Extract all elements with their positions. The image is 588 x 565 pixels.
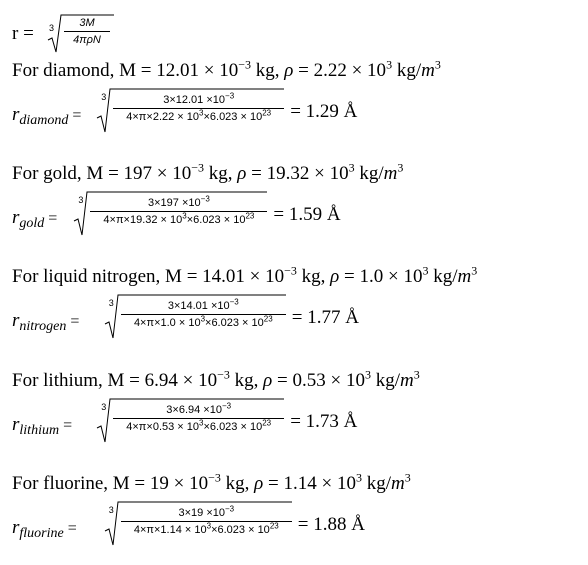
root-index: 3: [49, 23, 55, 33]
unit-m-exponent: 3: [413, 367, 420, 382]
numerator-text: 3×197 ×10: [148, 197, 201, 209]
numerator-text: 3×12.01 ×10: [163, 94, 226, 106]
radius-fraction: [90, 194, 267, 226]
rho-symbol: ρ: [263, 370, 273, 391]
radius-equation: [12, 191, 472, 237]
fraction-bar: [90, 211, 267, 212]
denominator-text: 4×π×19.32 × 10: [103, 214, 183, 226]
unit-kg: kg,: [251, 60, 285, 81]
fraction-denominator: [113, 418, 284, 433]
radius-result: = 1.77 Å: [291, 307, 359, 328]
radius-subscript: gold: [19, 216, 45, 231]
unit-m: m: [400, 370, 414, 391]
numerator-text: 3×19 ×10: [178, 507, 225, 519]
rho-symbol: ρ: [254, 473, 264, 494]
r-letter: r: [12, 310, 20, 331]
unit-m-exponent: 3: [404, 470, 411, 485]
fraction-denominator: [90, 211, 267, 226]
density-exponent: 3: [348, 160, 355, 175]
formula-fraction: [64, 17, 110, 46]
radius-symbol: [12, 414, 72, 439]
numerator-text: 3×14.01 ×10: [167, 300, 230, 312]
denominator-exponent: 3: [199, 108, 204, 118]
radius-symbol: [12, 310, 79, 335]
density-value: = 2.22 × 10: [293, 60, 387, 81]
radius-result: = 1.73 Å: [290, 411, 358, 432]
equals-sign: =: [66, 313, 80, 330]
density-exponent: 3: [422, 263, 429, 278]
r-letter: r: [12, 207, 20, 228]
density-value: = 0.53 × 10: [272, 370, 365, 391]
radius-fraction: [121, 297, 286, 329]
fraction-numerator: [113, 91, 284, 106]
numerator-exponent: −3: [224, 504, 235, 514]
density-unit: kg/: [370, 370, 400, 391]
numerator-exponent: −3: [229, 297, 239, 307]
density-exponent: 3: [355, 470, 362, 485]
fraction-numerator: [121, 504, 292, 519]
unit-m-exponent: 3: [471, 263, 478, 278]
fraction-numerator: [90, 194, 267, 209]
formula-numerator: 3M: [79, 17, 95, 29]
fraction-denominator: [121, 521, 292, 536]
fraction-numerator: [121, 297, 286, 312]
denominator-text: 4×π×2.22 × 10: [126, 111, 200, 123]
denominator-exponent: 23: [262, 108, 272, 118]
root-index: 3: [108, 298, 114, 308]
radius-fraction: [113, 401, 284, 433]
density-unit: kg/: [428, 266, 458, 287]
mass-exponent: −3: [217, 367, 230, 382]
density-unit: kg/: [361, 473, 391, 494]
header-label: For liquid nitrogen, M = 14.01 × 10: [12, 266, 285, 287]
header-label: For fluorine, M = 19 × 10: [12, 473, 209, 494]
r-letter: r: [12, 414, 20, 435]
density-exponent: 3: [386, 57, 393, 72]
material-header: [12, 367, 420, 392]
material-header: [12, 263, 478, 288]
radius-fraction: [121, 504, 292, 536]
radius-result: = 1.29 Å: [290, 101, 358, 122]
radius-equation: [12, 294, 472, 340]
denominator-middle: ×6.023 × 10: [203, 421, 263, 433]
unit-m: m: [457, 266, 472, 287]
root-index: 3: [78, 195, 84, 205]
equals-sign: =: [59, 417, 73, 434]
r-letter: r: [12, 104, 20, 125]
density-value: = 1.14 × 10: [263, 473, 356, 494]
mass-exponent: −3: [284, 263, 297, 278]
mass-exponent: −3: [238, 57, 251, 72]
equals-sign: =: [44, 210, 58, 227]
equals-sign: =: [68, 107, 82, 124]
numerator-exponent: −3: [225, 91, 235, 101]
header-label: For gold, M = 197 × 10: [12, 163, 192, 184]
denominator-middle: ×6.023 × 10: [211, 524, 270, 536]
mass-exponent: −3: [191, 160, 205, 175]
denominator-text: 4×π×1.14 × 10: [133, 524, 207, 536]
rho-symbol: ρ: [237, 163, 247, 184]
unit-m-exponent: 3: [434, 57, 441, 72]
material-header: [12, 470, 411, 495]
denominator-exponent: 23: [263, 314, 273, 324]
mass-exponent: −3: [208, 470, 221, 485]
density-value: = 1.0 × 10: [339, 266, 423, 287]
formula-lhs: r =: [12, 23, 34, 44]
fraction-denominator: [121, 314, 286, 329]
radius-result: = 1.88 Å: [297, 514, 365, 535]
general-formula: [12, 14, 132, 54]
numerator-text: 3×6.94 ×10: [166, 404, 222, 416]
r-letter: r: [12, 517, 20, 538]
denominator-middle: ×6.023 × 10: [205, 317, 264, 329]
material-header: [12, 57, 441, 82]
radius-equation: [12, 501, 472, 547]
denominator-exponent: 23: [245, 211, 255, 221]
unit-m: m: [421, 60, 435, 81]
radius-fraction: [113, 91, 284, 123]
unit-m-exponent: 3: [397, 160, 404, 175]
radius-symbol: [12, 517, 77, 542]
equals-sign: =: [63, 520, 77, 537]
radius-subscript: fluorine: [19, 526, 64, 541]
unit-m: m: [383, 163, 398, 184]
denominator-exponent: 3: [206, 521, 212, 531]
radius-subscript: nitrogen: [19, 319, 67, 334]
numerator-exponent: −3: [200, 194, 210, 204]
root-index: 3: [101, 402, 107, 412]
radius-equation: [12, 88, 472, 134]
unit-m: m: [391, 473, 405, 494]
denominator-middle: ×6.023 × 10: [203, 111, 263, 123]
radius-equation: [12, 398, 472, 444]
rho-symbol: ρ: [284, 60, 294, 81]
radius-subscript: diamond: [19, 113, 69, 128]
denominator-exponent: 23: [262, 418, 272, 428]
unit-kg: kg,: [204, 163, 238, 184]
denominator-text: 4×π×0.53 × 10: [126, 421, 200, 433]
header-label: For diamond, M = 12.01 × 10: [12, 60, 239, 81]
radius-result: = 1.59 Å: [273, 204, 341, 225]
density-exponent: 3: [364, 367, 371, 382]
unit-kg: kg,: [296, 266, 331, 287]
numerator-exponent: −3: [221, 401, 232, 411]
radius-symbol: [12, 207, 57, 232]
root-index: 3: [108, 505, 114, 515]
denominator-text: 4×π×1.0 × 10: [133, 317, 201, 329]
denominator-middle: ×6.023 × 10: [186, 214, 246, 226]
fraction-numerator: [113, 401, 284, 416]
header-label: For lithium, M = 6.94 × 10: [12, 370, 218, 391]
material-header: [12, 160, 404, 185]
denominator-exponent: 3: [200, 314, 206, 324]
denominator-exponent: 3: [182, 211, 187, 221]
radius-subscript: lithium: [19, 423, 60, 438]
density-value: = 19.32 × 10: [246, 163, 349, 184]
radius-symbol: [12, 104, 81, 129]
density-unit: kg/: [354, 163, 384, 184]
density-unit: kg/: [392, 60, 422, 81]
denominator-exponent: 23: [269, 521, 279, 531]
fraction-denominator: [113, 108, 284, 123]
rho-symbol: ρ: [330, 266, 340, 287]
root-index: 3: [101, 92, 107, 102]
denominator-exponent: 3: [199, 418, 204, 428]
unit-kg: kg,: [220, 473, 255, 494]
formula-denominator: 4πρN: [73, 34, 101, 46]
unit-kg: kg,: [229, 370, 264, 391]
